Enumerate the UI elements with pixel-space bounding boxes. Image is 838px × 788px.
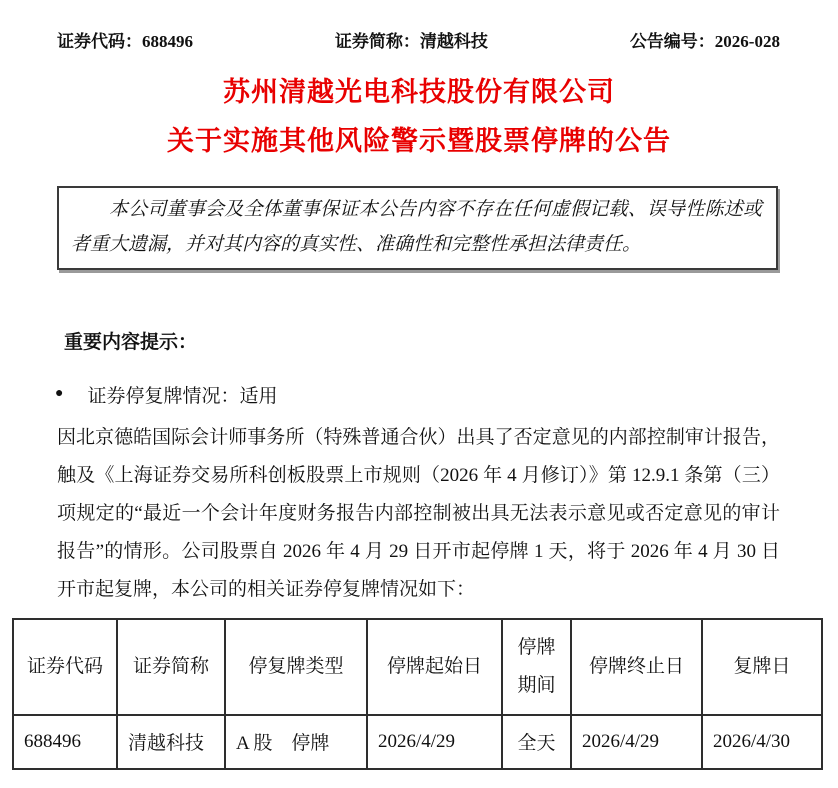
cell-resumption-date: 2026/4/30 xyxy=(702,715,822,769)
th-suspension-period: 停牌期间 xyxy=(502,619,571,715)
th-suspension-end-date: 停牌终止日 xyxy=(571,619,702,715)
suspension-table xyxy=(12,618,823,770)
table-data-row xyxy=(13,715,822,769)
company-name-title: 苏州清越光电科技股份有限公司 xyxy=(223,77,615,107)
stock-code-label: 证券代码：688496 xyxy=(57,32,193,51)
announcement-subject-title: 关于实施其他风险警示暨股票停牌的公告 xyxy=(167,125,671,156)
suspension-status-text: 证券停复牌情况：适用 xyxy=(87,385,278,407)
cell-suspension-start-date: 2026/4/29 xyxy=(367,715,502,769)
cell-suspension-type: A 股 停牌 xyxy=(225,715,367,769)
important-notice-heading: 重要内容提示： xyxy=(64,331,198,353)
stock-name-label: 证券简称：清越科技 xyxy=(334,32,488,51)
disclaimer-text: 本公司董事会及全体董事保证本公告内容不存在任何虚假记载、误导性陈述或者重大遗漏，并对其内容的真实性、准确性和完整性承担法律责任。 xyxy=(71,198,762,255)
th-resumption-date: 复牌日 xyxy=(702,619,822,715)
cell-stock-name: 清越科技 xyxy=(117,715,225,769)
th-suspension-start-date: 停牌起始日 xyxy=(367,619,502,715)
suspension-status-bullet-line xyxy=(55,381,780,408)
body-paragraph: 因北京德皓国际会计师事务所（特殊普通合伙）出具了否定意见的内部控制审计报告，触及《上海证券交易所科创板股票上市规则（2026 年 4 月修订）》第 12.9.1 条第（三）项规定的“最近一个会计年度财务报告内部控制被出具无法表示意见或否定意见的审计报告”的情形。公司股票自 2026 年 4 月 29 日开市起停牌 1 天，将于 2026 年 4 月 30 日开市起复牌，本公司的相关证券停复牌情况如下： xyxy=(57,426,780,600)
table-header-row xyxy=(13,619,822,715)
th-stock-name: 证券简称 xyxy=(117,619,225,715)
cell-stock-code: 688496 xyxy=(13,715,117,769)
cell-suspension-period: 全天 xyxy=(502,715,571,769)
doc-header xyxy=(0,0,838,52)
th-stock-code: 证券代码 xyxy=(13,619,117,715)
cell-suspension-end-date: 2026/4/29 xyxy=(571,715,702,769)
announcement-number-label: 公告编号：2026-028 xyxy=(629,32,780,51)
disclaimer-box xyxy=(57,186,778,270)
th-suspension-type: 停复牌类型 xyxy=(225,619,367,715)
bullet-icon: ● xyxy=(55,386,64,401)
